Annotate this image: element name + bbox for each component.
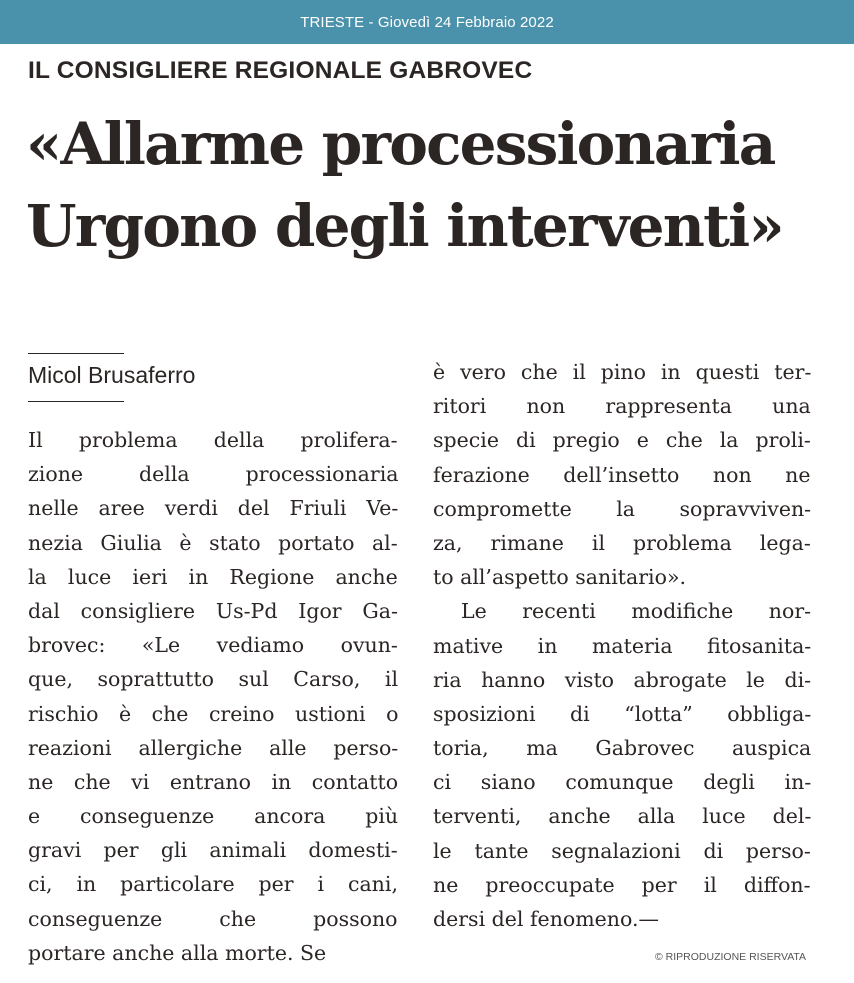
body-line: gravi per gli animali domesti-	[28, 838, 398, 863]
body-line: reazioni allergiche alle perso-	[28, 735, 399, 760]
body-line: toria, ma Gabrovec auspica	[433, 736, 812, 761]
body-line: nelle aree verdi del Friuli Ve-	[28, 496, 399, 521]
dateline: TRIESTE - Giovedì 24 Febbraio 2022	[300, 13, 554, 31]
headline-line-2: Urgono degli interventi»	[26, 192, 783, 260]
body-column-right	[433, 355, 811, 936]
body-line: terventi, anche alla luce del-	[433, 804, 812, 829]
article-kicker: IL CONSIGLIERE REGIONALE GABROVEC	[28, 57, 533, 84]
body-line: Le recenti modifiche nor-	[461, 599, 812, 624]
article-headline	[26, 103, 783, 267]
body-line: ne che vi entrano in contatto	[28, 769, 399, 794]
body-line: ne preoccupate per il diffon-	[433, 872, 811, 897]
body-line: dal consigliere Us-Pd Igor Ga-	[28, 598, 398, 623]
author-rule-bottom	[28, 401, 124, 402]
body-line: ci, in particolare per i cani,	[28, 872, 398, 897]
body-line: le tante segnalazioni di perso-	[433, 838, 811, 863]
body-line: Il problema della prolifera-	[28, 428, 398, 452]
headline-line-1: «Allarme processionaria	[26, 110, 775, 178]
body-line: ria hanno visto abrogate le di-	[433, 667, 812, 692]
body-line: to all’aspetto sanitario».	[433, 565, 686, 590]
body-line: nezia Giulia è stato portato al-	[28, 530, 398, 555]
body-line: è vero che il pino in questi ter-	[433, 360, 812, 384]
body-line: que, soprattutto sul Carso, il	[28, 667, 399, 692]
body-line: brovec: «Le vediamo ovun-	[28, 633, 398, 658]
body-line: specie di pregio e che la proli-	[433, 428, 811, 453]
body-line: la luce ieri in Regione anche	[28, 564, 398, 589]
body-line: ritori non rappresenta una	[433, 394, 811, 419]
dateline-bar	[0, 0, 854, 44]
body-line: rischio è che creino ustioni o	[28, 701, 399, 726]
body-line: ci siano comunque degli in-	[433, 770, 812, 795]
body-column-left	[28, 423, 398, 970]
body-line: compromette la sopravviven-	[433, 496, 812, 521]
body-line: dersi del fenomeno.—	[433, 907, 660, 931]
copyright-notice: © RIPRODUZIONE RISERVATA	[655, 951, 807, 963]
body-line: conseguenze che possono	[28, 906, 398, 931]
body-line: zione della processionaria	[28, 462, 399, 487]
body-line: e conseguenze ancora più	[28, 804, 399, 829]
author-rule-top	[28, 353, 124, 354]
body-line: mative in materia fitosanita-	[433, 633, 812, 658]
body-line: ferazione dell’insetto non ne	[433, 462, 811, 487]
author-byline: Micol Brusaferro	[28, 362, 196, 388]
body-line: za, rimane il problema lega-	[433, 530, 811, 555]
body-line: portare anche alla morte. Se	[28, 940, 327, 965]
body-line: sposizioni di “lotta” obbliga-	[433, 701, 812, 726]
